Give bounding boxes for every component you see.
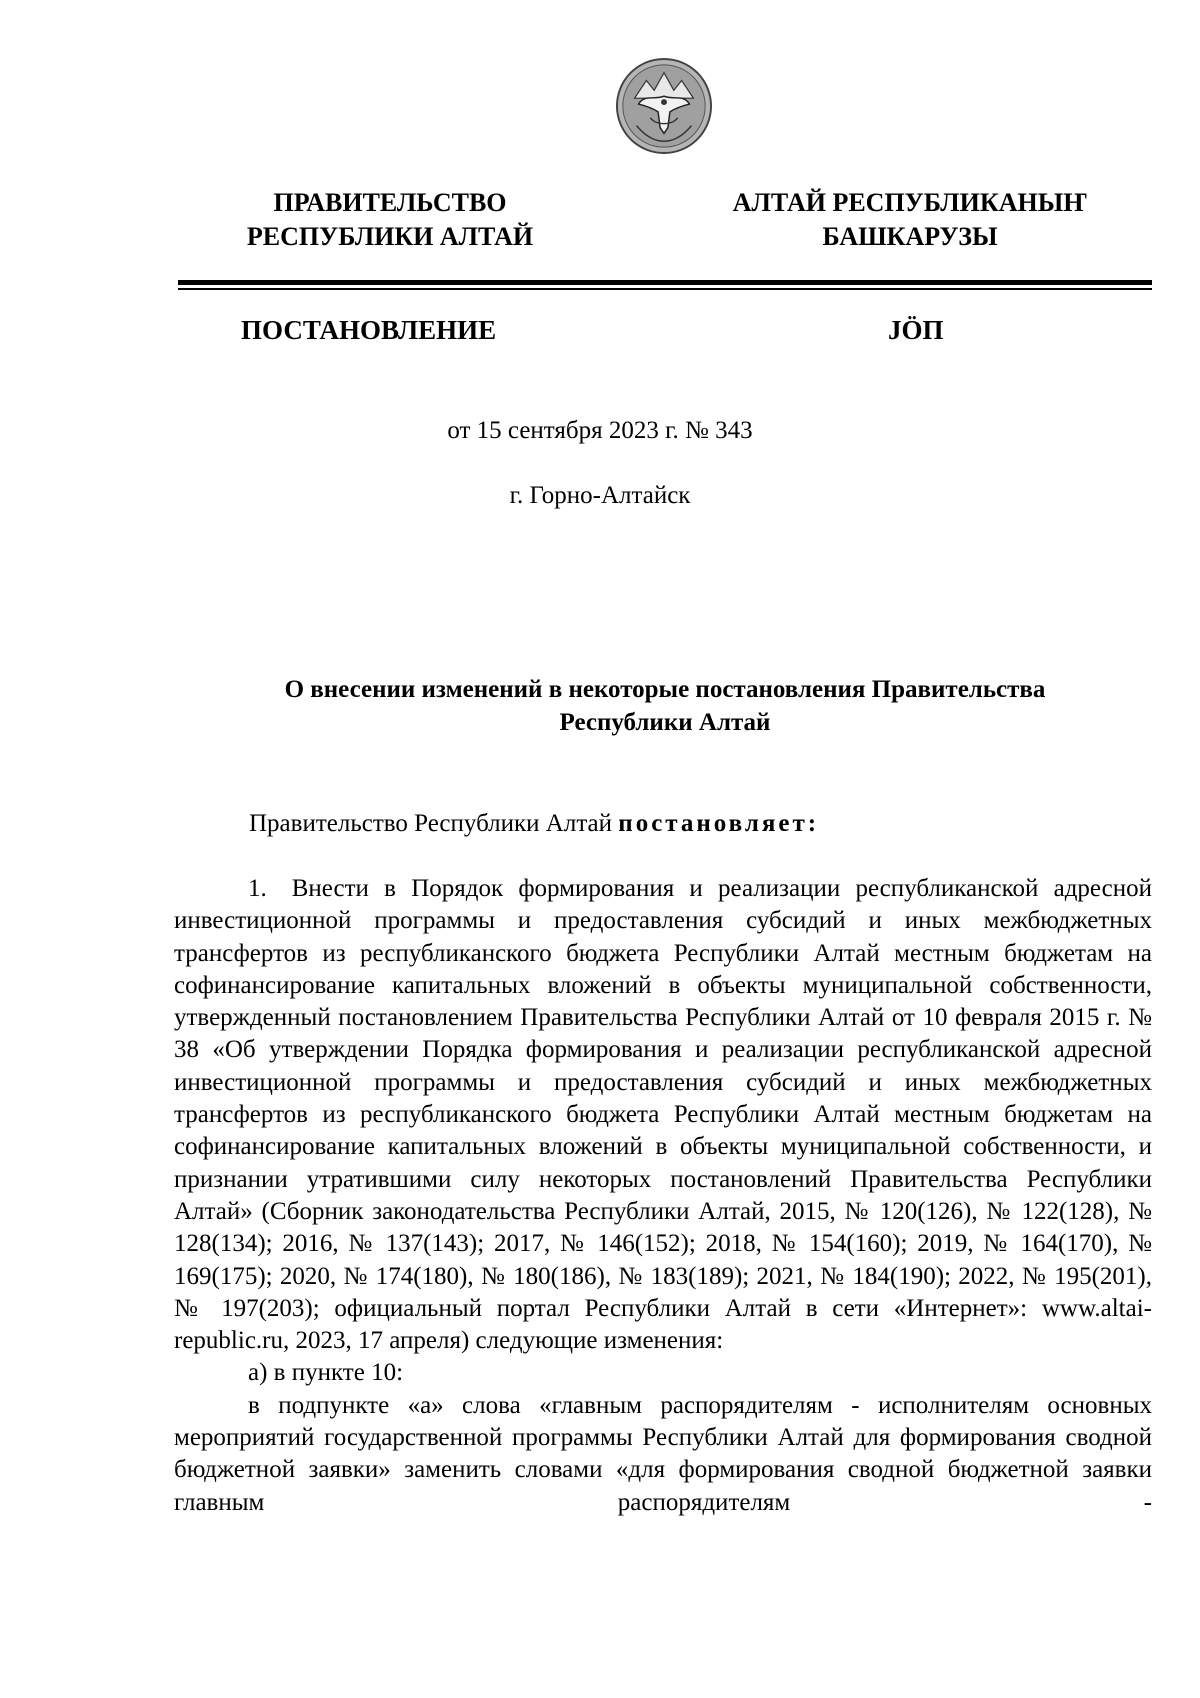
intro-emphasis: постановляет: <box>618 810 820 837</box>
header-right-line1: АЛТАЙ РЕСПУБЛИКАНЫҤ <box>732 188 1088 217</box>
intro-line <box>249 808 819 840</box>
document-date-number: от 15 сентября 2023 г. № 343 <box>447 417 753 444</box>
intro-text: Правительство Республики Алтай <box>249 810 619 837</box>
altai-republic-emblem <box>615 57 713 155</box>
title-line1: О внесении изменений в некоторые постановления Правительства <box>284 676 1046 703</box>
doc-type-russian: ПОСТАНОВЛЕНИЕ <box>241 315 497 345</box>
header-left <box>240 186 540 254</box>
header-right-line2: БАШКАРУЗЫ <box>822 222 998 251</box>
header-left-line1: ПРАВИТЕЛЬСТВО <box>273 188 507 217</box>
header-right <box>730 186 1090 254</box>
title-line2: Республики Алтай <box>559 709 771 736</box>
header-divider-thick <box>178 280 1152 285</box>
paragraph-2: а) в пункте 10: <box>248 1359 404 1387</box>
document-city: г. Горно-Алтайск <box>509 482 691 509</box>
paragraph-3: в подпункте «а» слова «главным распорядителям - исполнителям основных мероприятий государственной программы Республики Алтай для формирования сводной бюджетной заявки» заменить словами «для формирования сводной бюджетной заявки главным распорядителям - <box>174 1391 1152 1516</box>
header-divider-thin <box>178 288 1152 290</box>
header-left-line2: РЕСПУБЛИКИ АЛТАЙ <box>246 222 534 251</box>
doc-type-altai: JÖП <box>888 315 944 345</box>
document-title <box>178 673 1152 739</box>
document-body <box>174 873 1152 1519</box>
paragraph-1: 1. Внести в Порядок формирования и реализации республиканской адресной инвестиционной программы и предоставления субсидий и иных межбюджетных трансфертов из республиканского бюджета Республики Алтай местным бюджетам на софинансирование капитальных вложений в объекты муниципальной собственности, утвержденный постановлением Правительства Республики Алтай от 10 февраля 2015 г. № 38 «Об утверждении Порядка формирования и реализации республиканской адресной инвестиционной программы и предоставления субсидий и иных межбюджетных трансфертов из республиканского бюджета Республики Алтай местным бюджетам на софинансирование капитальных вложений в объекты муниципальной собственности, и признании утратившими силу некоторых постановлений Правительства Республики Алтай» (Сборник законодательства Республики Алтай, 2015, № 120(126), № 122(128), № 128(134); 2016, № 137(143); 2017, № 146(152); 2018, № 154(160); 2019, № 164(170), № 169(175); 2020, № 174(180), № 180(186), № 183(189); 2021, № 184(190); 2022, № 195(201), № 197(203); официальный портал Республики Алтай в сети «Интернет»: www.altai-republic.ru, 2023, 17 апреля) следующие изменения: <box>174 875 1152 1355</box>
